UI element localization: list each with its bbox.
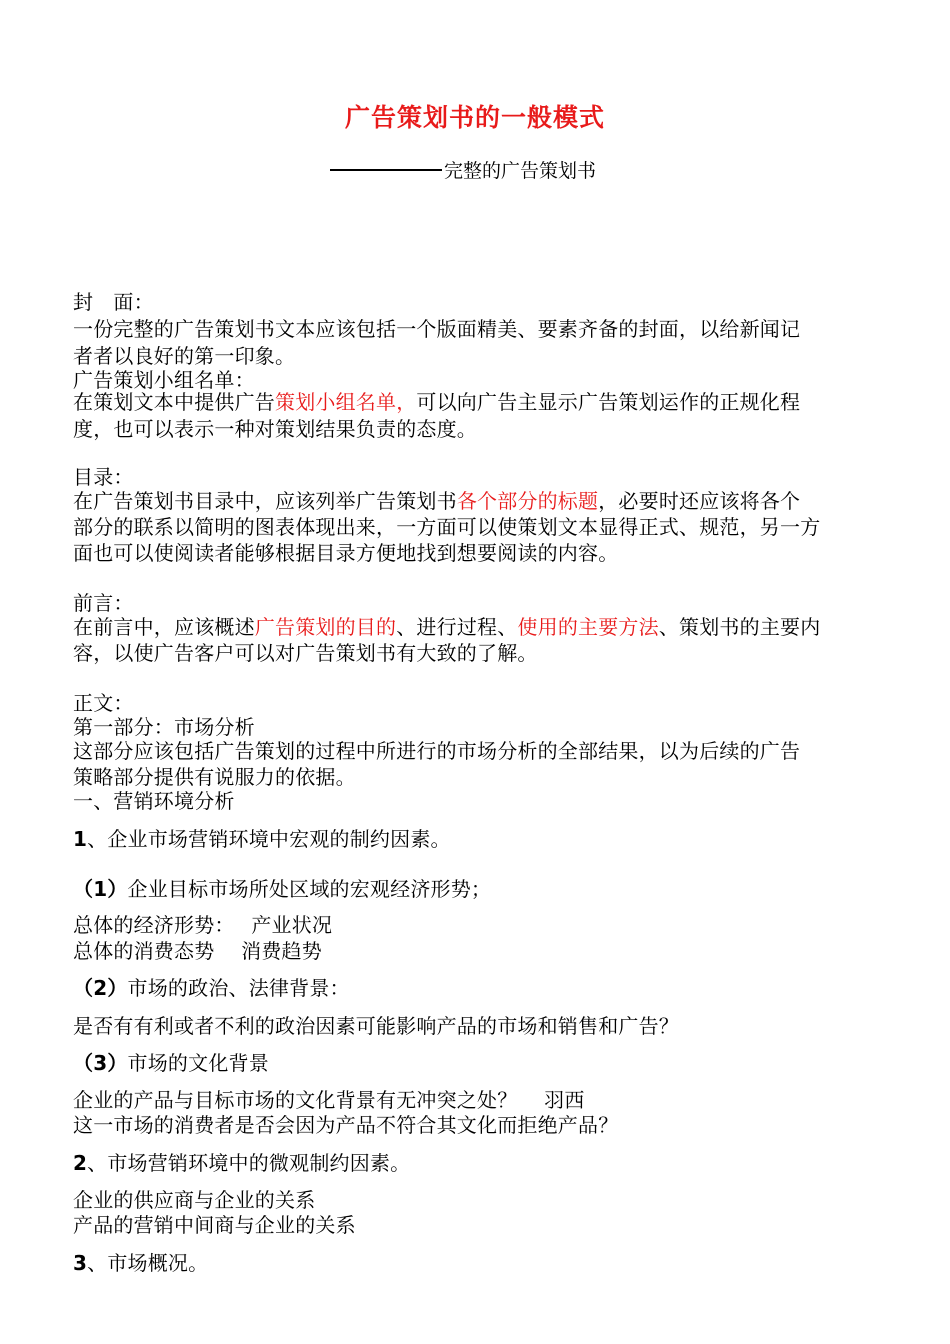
subitem-3: [73, 1050, 883, 1077]
item-3-text: 、市场概况。: [87, 1251, 209, 1275]
subitem-3-line-1: 企业的产品与目标市场的文化背景有无冲突之处？ 羽西: [73, 1088, 585, 1112]
subitem-2: [73, 975, 883, 1002]
section-1-heading: 一、营销环境分析: [73, 789, 235, 813]
item-3: [73, 1250, 883, 1277]
item-2: [73, 1150, 883, 1177]
toc-text-a: 在广告策划书目录中，应该列举广告策划书: [73, 489, 457, 513]
subitem-1: [73, 876, 883, 903]
part1-text-line-1: 这部分应该包括广告策划的过程中所进行的市场分析的全部结果，以为后续的广告: [73, 739, 801, 763]
part1-heading: 第一部分：市场分析: [73, 715, 255, 739]
toc-text-line-2: 部分的联系以简明的图表体现出来，一方面可以使策划文本显得正式、规范，另一方: [73, 515, 821, 539]
team-text-a: 在策划文本中提供广告: [73, 390, 275, 414]
team-text-line-1: [73, 389, 883, 416]
subitem-2-line-1: 是否有有利或者不利的政治因素可能影响产品的市场和销售和广告？: [73, 1014, 679, 1038]
subitem-3-line-2: 这一市场的消费者是否会因为产品不符合其文化而拒绝产品？: [73, 1113, 619, 1137]
subtitle-dash-rule: [330, 169, 442, 171]
team-heading: 广告策划小组名单：: [73, 368, 255, 392]
item-1-text: 、企业市场营销环境中宏观的制约因素。: [87, 827, 451, 851]
cover-text-line-2: 者者以良好的第一印象。: [73, 344, 296, 368]
toc-highlight: 各个部分的标题: [456, 489, 599, 513]
subitem-1-line-1: 总体的经济形势： 产业状况: [73, 913, 333, 937]
team-text-b: 可以向广告主显示广告策划运作的正规化程: [416, 390, 801, 414]
toc-text-line-3: 面也可以使阅读者能够根据目录方便地找到想要阅读的内容。: [73, 541, 619, 565]
item-1-number: 1: [73, 827, 88, 851]
subitem-2-number: （2）: [73, 976, 128, 1000]
document-title: 广告策划书的一般模式: [344, 103, 605, 132]
subitem-2-text: 市场的政治、法律背景：: [127, 976, 350, 1000]
subitem-1-number: （1）: [73, 877, 128, 901]
item-2-number: 2: [73, 1151, 88, 1175]
preface-text-b: 、进行过程、: [396, 615, 518, 639]
item-2-line-2: 产品的营销中间商与企业的关系: [73, 1213, 356, 1237]
subitem-1-text: 企业目标市场所处区域的宏观经济形势；: [127, 877, 492, 901]
team-highlight: 策划小组名单，: [275, 390, 417, 414]
preface-text-a: 在前言中，应该概述: [73, 615, 255, 639]
preface-text-line-1: [73, 614, 883, 641]
toc-text-line-1: [73, 488, 883, 515]
toc-heading: 目录：: [73, 465, 134, 489]
body-heading: 正文：: [73, 691, 134, 715]
toc-text-b: ，必要时还应该将各个: [598, 489, 801, 513]
preface-heading: 前言：: [73, 591, 134, 615]
subitem-1-line-2: 总体的消费态势 消费趋势: [73, 939, 322, 963]
subitem-3-number: （3）: [73, 1051, 128, 1075]
item-2-line-1: 企业的供应商与企业的关系: [73, 1188, 316, 1212]
item-1: [73, 826, 883, 853]
cover-heading: 封 面：: [73, 290, 154, 314]
subitem-3-text: 市场的文化背景: [127, 1051, 269, 1075]
item-2-text: 、市场营销环境中的微观制约因素。: [87, 1151, 411, 1175]
preface-text-line-2: 容，以使广告客户可以对广告策划书有大致的了解。: [73, 641, 538, 665]
subtitle-text: 完整的广告策划书: [444, 160, 597, 182]
part1-text-line-2: 策略部分提供有说服力的依据。: [73, 765, 356, 789]
preface-text-c: 、策划书的主要内: [658, 615, 821, 639]
preface-highlight-1: 广告策划的目的: [254, 615, 397, 639]
document-subtitle: [330, 156, 596, 183]
cover-text-line-1: 一份完整的广告策划书文本应该包括一个版面精美、要素齐备的封面，以给新闻记: [73, 317, 801, 341]
preface-highlight-2: 使用的主要方法: [517, 615, 659, 639]
item-3-number: 3: [73, 1251, 88, 1275]
team-text-line-2: 度，也可以表示一种对策划结果负责的态度。: [73, 417, 477, 441]
